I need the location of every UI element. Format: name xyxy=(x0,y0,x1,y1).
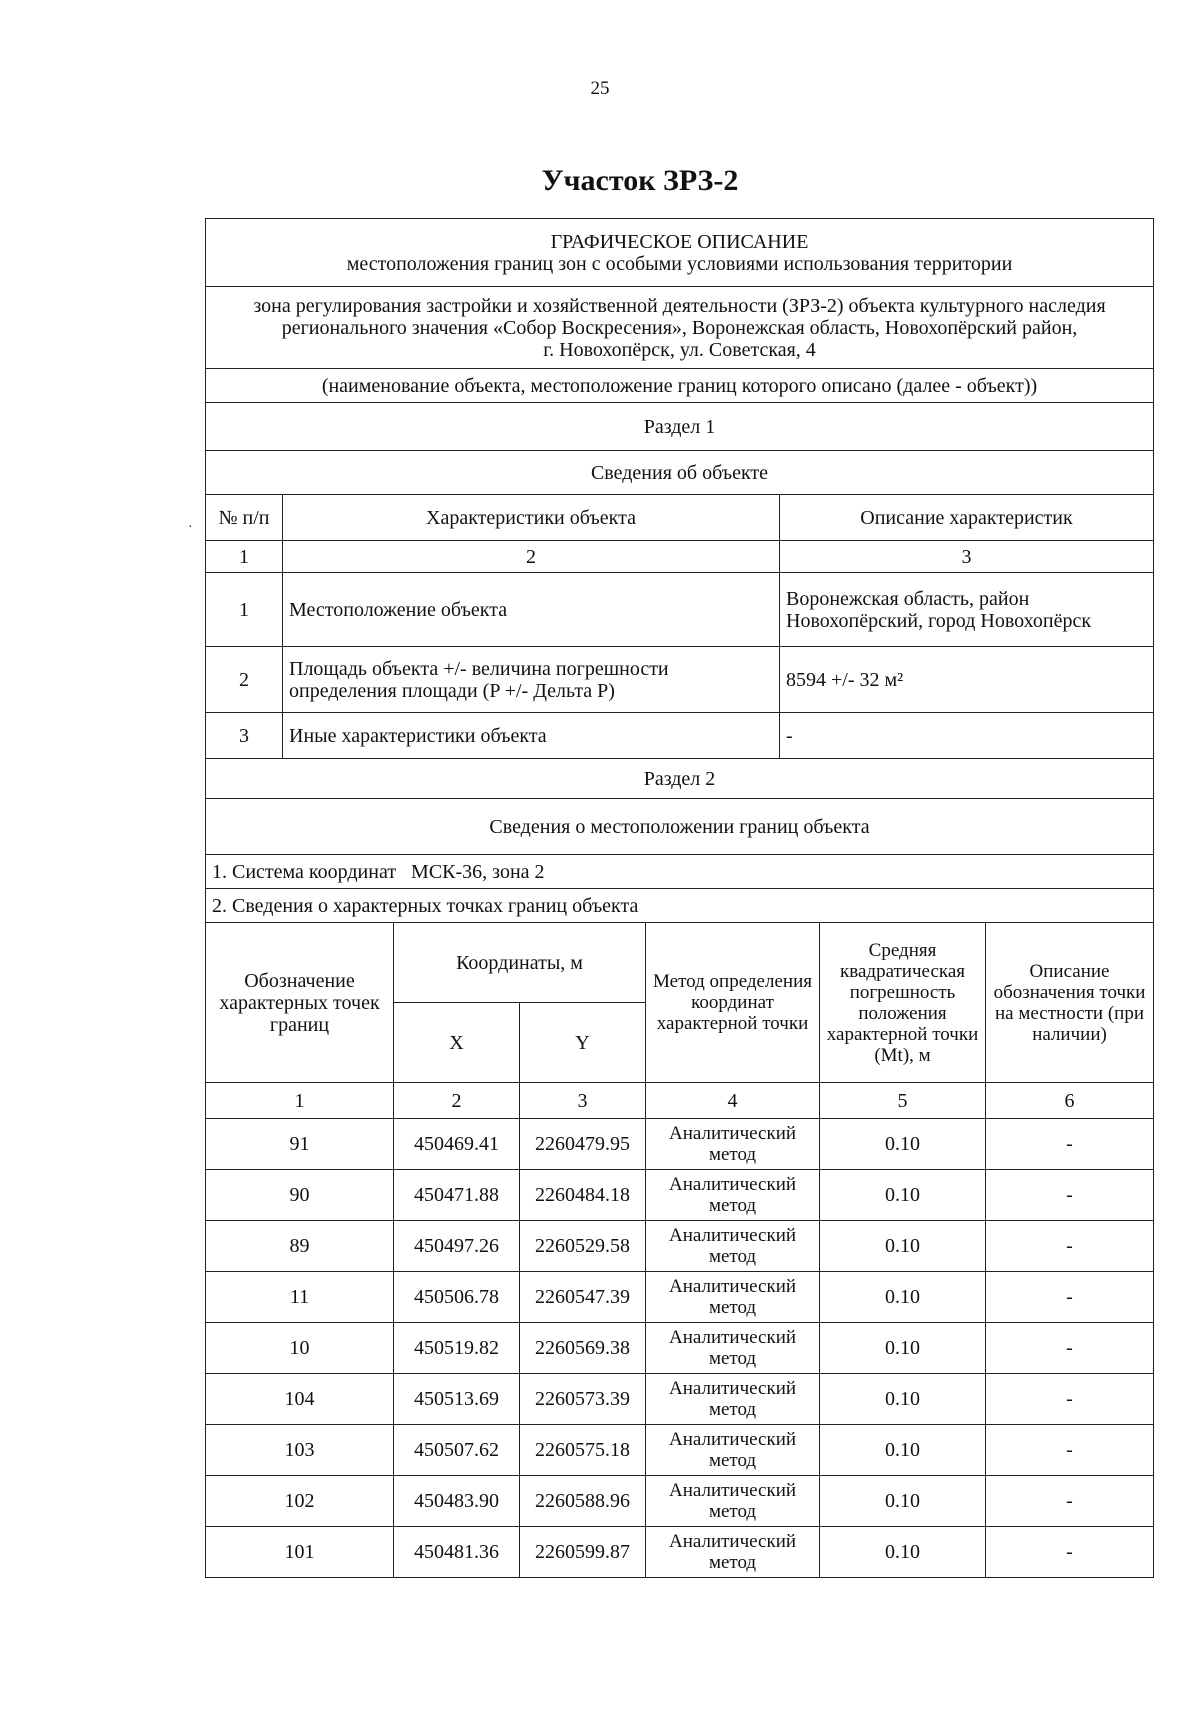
col-header-desc: Описание характеристик xyxy=(780,495,1154,541)
scan-dot: · xyxy=(188,520,193,535)
object-name-line3: г. Новохопёрск, ул. Советская, 4 xyxy=(543,338,816,361)
col-y: Y xyxy=(520,1003,646,1083)
point-y: 2260484.18 xyxy=(520,1170,646,1221)
row-desc: - xyxy=(780,713,1154,759)
point-desc: - xyxy=(986,1272,1154,1323)
point-x: 450506.78 xyxy=(394,1272,520,1323)
page-title: Участок ЗРЗ-2 xyxy=(541,164,739,197)
header-cell xyxy=(206,219,1154,287)
table-row xyxy=(206,1425,1154,1476)
point-method: Аналитический метод xyxy=(646,1272,820,1323)
col-number: 5 xyxy=(820,1083,986,1119)
table-row xyxy=(206,1476,1154,1527)
point-y: 2260479.95 xyxy=(520,1119,646,1170)
row-num: 3 xyxy=(206,713,283,759)
point-method: Аналитический метод xyxy=(646,1119,820,1170)
col-number: 2 xyxy=(283,541,780,573)
row-desc: Воронежская область, район Новохопёрский, город Новохопёрск xyxy=(780,573,1154,647)
col-method: Метод определения координат характерной точки xyxy=(646,923,820,1083)
points-title: 2. Сведения о характерных точках границ объекта xyxy=(206,889,1154,923)
col-number: 1 xyxy=(206,1083,394,1119)
point-id: 11 xyxy=(206,1272,394,1323)
point-method: Аналитический метод xyxy=(646,1527,820,1578)
table-row xyxy=(206,1527,1154,1578)
table-row xyxy=(206,1323,1154,1374)
section1-title: Сведения об объекте xyxy=(206,451,1154,495)
point-x: 450513.69 xyxy=(394,1374,520,1425)
row-char: Местоположение объекта xyxy=(283,573,780,647)
point-y: 2260573.39 xyxy=(520,1374,646,1425)
col-error: Средняя квадратическая погрешность положения характерной точки (Mt), м xyxy=(820,923,986,1083)
point-method: Аналитический метод xyxy=(646,1221,820,1272)
point-id: 101 xyxy=(206,1527,394,1578)
object-name-cell xyxy=(206,287,1154,369)
point-id: 91 xyxy=(206,1119,394,1170)
point-x: 450469.41 xyxy=(394,1119,520,1170)
row-char: Иные характеристики объекта xyxy=(283,713,780,759)
col-designation: Обозначение характерных точек границ xyxy=(206,923,394,1083)
table-row xyxy=(206,647,1154,713)
point-method: Аналитический метод xyxy=(646,1374,820,1425)
section2-title: Сведения о местоположении границ объекта xyxy=(206,799,1154,855)
table-row xyxy=(206,1374,1154,1425)
col-number: 1 xyxy=(206,541,283,573)
table-row xyxy=(206,713,1154,759)
col-coordinates: Координаты, м xyxy=(394,923,646,1003)
table-row xyxy=(206,1221,1154,1272)
table-row xyxy=(206,1272,1154,1323)
point-mt: 0.10 xyxy=(820,1170,986,1221)
col-description: Описание обозначения точки на местности (при наличии) xyxy=(986,923,1154,1083)
header-title: ГРАФИЧЕСКОЕ ОПИСАНИЕ xyxy=(550,230,809,253)
point-method: Аналитический метод xyxy=(646,1170,820,1221)
col-header-num: № п/п xyxy=(206,495,283,541)
object-info-table xyxy=(205,218,1154,923)
point-desc: - xyxy=(986,1119,1154,1170)
col-number: 4 xyxy=(646,1083,820,1119)
point-mt: 0.10 xyxy=(820,1272,986,1323)
col-number: 3 xyxy=(520,1083,646,1119)
col-x: X xyxy=(394,1003,520,1083)
point-id: 90 xyxy=(206,1170,394,1221)
point-y: 2260575.18 xyxy=(520,1425,646,1476)
section2-label: Раздел 2 xyxy=(206,759,1154,799)
point-mt: 0.10 xyxy=(820,1527,986,1578)
point-x: 450507.62 xyxy=(394,1425,520,1476)
col-header-char: Характеристики объекта xyxy=(283,495,780,541)
point-mt: 0.10 xyxy=(820,1323,986,1374)
point-desc: - xyxy=(986,1374,1154,1425)
point-desc: - xyxy=(986,1527,1154,1578)
point-mt: 0.10 xyxy=(820,1221,986,1272)
point-method: Аналитический метод xyxy=(646,1476,820,1527)
point-y: 2260599.87 xyxy=(520,1527,646,1578)
point-x: 450483.90 xyxy=(394,1476,520,1527)
table-row xyxy=(206,1119,1154,1170)
points-body xyxy=(206,1119,1154,1578)
row-num: 2 xyxy=(206,647,283,713)
row-desc: 8594 +/- 32 м² xyxy=(780,647,1154,713)
point-desc: - xyxy=(986,1170,1154,1221)
point-x: 450471.88 xyxy=(394,1170,520,1221)
point-y: 2260547.39 xyxy=(520,1272,646,1323)
points-table xyxy=(205,922,1154,1578)
point-y: 2260588.96 xyxy=(520,1476,646,1527)
section1-label: Раздел 1 xyxy=(206,403,1154,451)
col-number: 6 xyxy=(986,1083,1154,1119)
point-id: 103 xyxy=(206,1425,394,1476)
point-x: 450497.26 xyxy=(394,1221,520,1272)
object-name-line2: регионального значения «Собор Воскресения», Воронежская область, Новохопёрский район, xyxy=(281,316,1078,339)
point-id: 104 xyxy=(206,1374,394,1425)
point-mt: 0.10 xyxy=(820,1374,986,1425)
row-char: Площадь объекта +/- величина погрешности определения площади (P +/- Дельта P) xyxy=(283,647,780,713)
col-number: 3 xyxy=(780,541,1154,573)
point-y: 2260529.58 xyxy=(520,1221,646,1272)
point-mt: 0.10 xyxy=(820,1119,986,1170)
point-mt: 0.10 xyxy=(820,1425,986,1476)
row-num: 1 xyxy=(206,573,283,647)
point-desc: - xyxy=(986,1221,1154,1272)
point-id: 89 xyxy=(206,1221,394,1272)
point-desc: - xyxy=(986,1323,1154,1374)
col-number: 2 xyxy=(394,1083,520,1119)
point-method: Аналитический метод xyxy=(646,1425,820,1476)
point-y: 2260569.38 xyxy=(520,1323,646,1374)
coord-system: 1. Система координат МСК-36, зона 2 xyxy=(206,855,1154,889)
point-id: 10 xyxy=(206,1323,394,1374)
object-name-line1: зона регулирования застройки и хозяйственной деятельности (ЗРЗ-2) объекта культурного наследия xyxy=(253,294,1106,317)
point-x: 450519.82 xyxy=(394,1323,520,1374)
point-x: 450481.36 xyxy=(394,1527,520,1578)
point-id: 102 xyxy=(206,1476,394,1527)
point-mt: 0.10 xyxy=(820,1476,986,1527)
point-method: Аналитический метод xyxy=(646,1323,820,1374)
point-desc: - xyxy=(986,1476,1154,1527)
page-number: 25 xyxy=(590,78,610,99)
point-desc: - xyxy=(986,1425,1154,1476)
object-name-caption: (наименование объекта, местоположение границ которого описано (далее - объект)) xyxy=(206,369,1154,403)
table-row xyxy=(206,1170,1154,1221)
table-row xyxy=(206,573,1154,647)
header-subtitle: местоположения границ зон с особыми условиями использования территории xyxy=(346,252,1013,275)
